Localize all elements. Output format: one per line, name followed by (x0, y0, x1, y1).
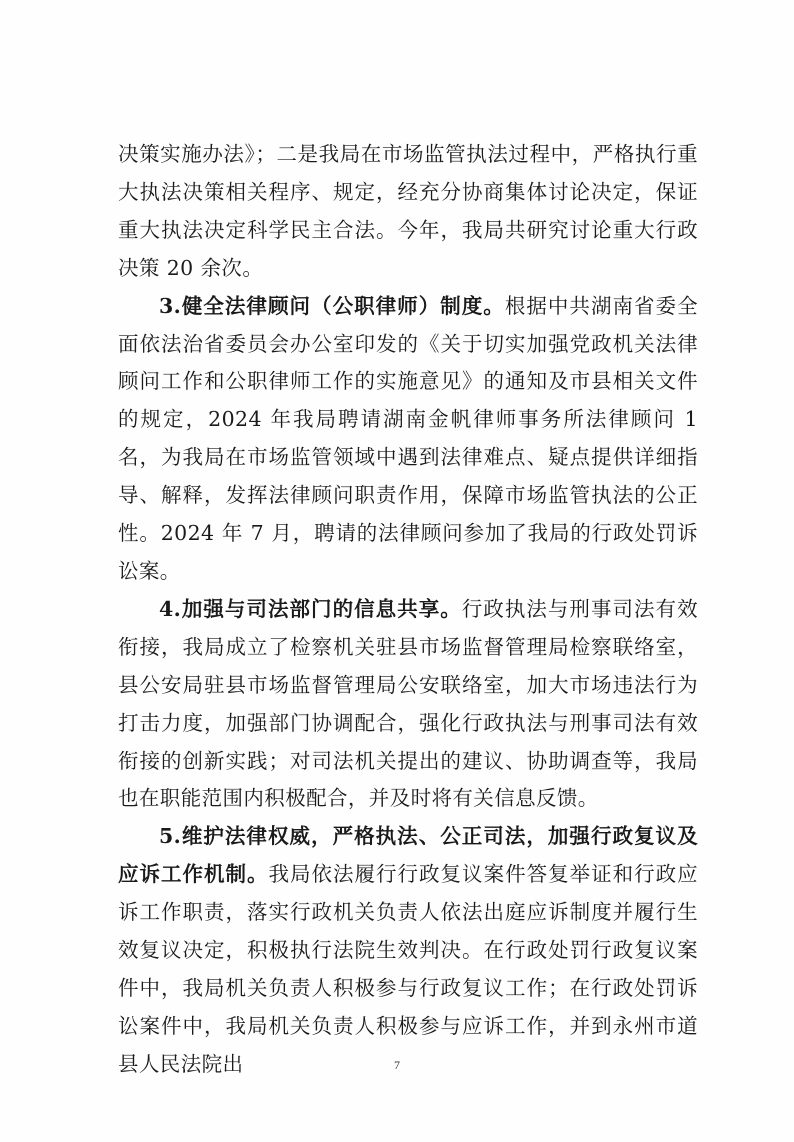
paragraph-heading: 3.健全法律顾问（公职律师）制度。 (159, 293, 505, 318)
paragraph-legal-authority (118, 818, 698, 1083)
paragraph-text: 根据中共湖南省委全面依法治省委员会办公室印发的《关于切实加强党政机关法律顾问工作和公职律师工作的实施意见》的通知及市县相关文件的规定，2024 年我局聘请湖南金帆律师事务所法律顾问 1 名，为我局在市场监管领域中遇到法律难点、疑点提供详细指导、解释，发挥法律顾问职责作用，保障市场监管执法的公正性。2024 年 7 月，聘请的法律顾问参加了我局的行政处罚诉讼案。 (118, 293, 698, 583)
paragraph-text: 决策实施办法》；二是我局在市场监管执法过程中，严格执行重大执法决策相关程序、规定，经充分协商集体讨论决定，保证重大执法决定科学民主合法。今年，我局共研究讨论重大行政决策 20 余次。 (118, 142, 698, 280)
document-body (118, 136, 698, 1084)
paragraph-text: 行政执法与刑事司法有效衔接，我局成立了检察机关驻县市场监督管理局检察联络室，县公安局驻县市场监督管理局公安联络室，加大市场违法行为打击力度，加强部门协调配合，强化行政执法与刑事司法有效衔接的创新实践；对司法机关提出的建议、协助调查等，我局也在职能范围内积极配合，并及时将有关信息反馈。 (118, 596, 698, 811)
page-number: 7 (394, 1058, 400, 1072)
paragraph-heading: 5.维护法律权威，严格执法、公正司法，加强行政复议及应诉工作机制。 (118, 824, 698, 887)
paragraph-text: 我局依法履行行政复议案件答复举证和行政应诉工作职责，落实行政机关负责人依法出庭应诉制度并履行生效复议决定，积极执行法院生效判决。在行政处罚行政复议案件中，我局机关负责人积极参与行政复议工作；在行政处罚诉讼案件中，我局机关负责人积极参与应诉工作，并到永州市道县人民法院出 (118, 862, 698, 1076)
paragraph-legal-advisor (118, 288, 698, 591)
paragraph-info-sharing (118, 591, 698, 818)
paragraph-continuation (118, 136, 698, 288)
paragraph-heading: 4.加强与司法部门的信息共享。 (159, 596, 462, 621)
